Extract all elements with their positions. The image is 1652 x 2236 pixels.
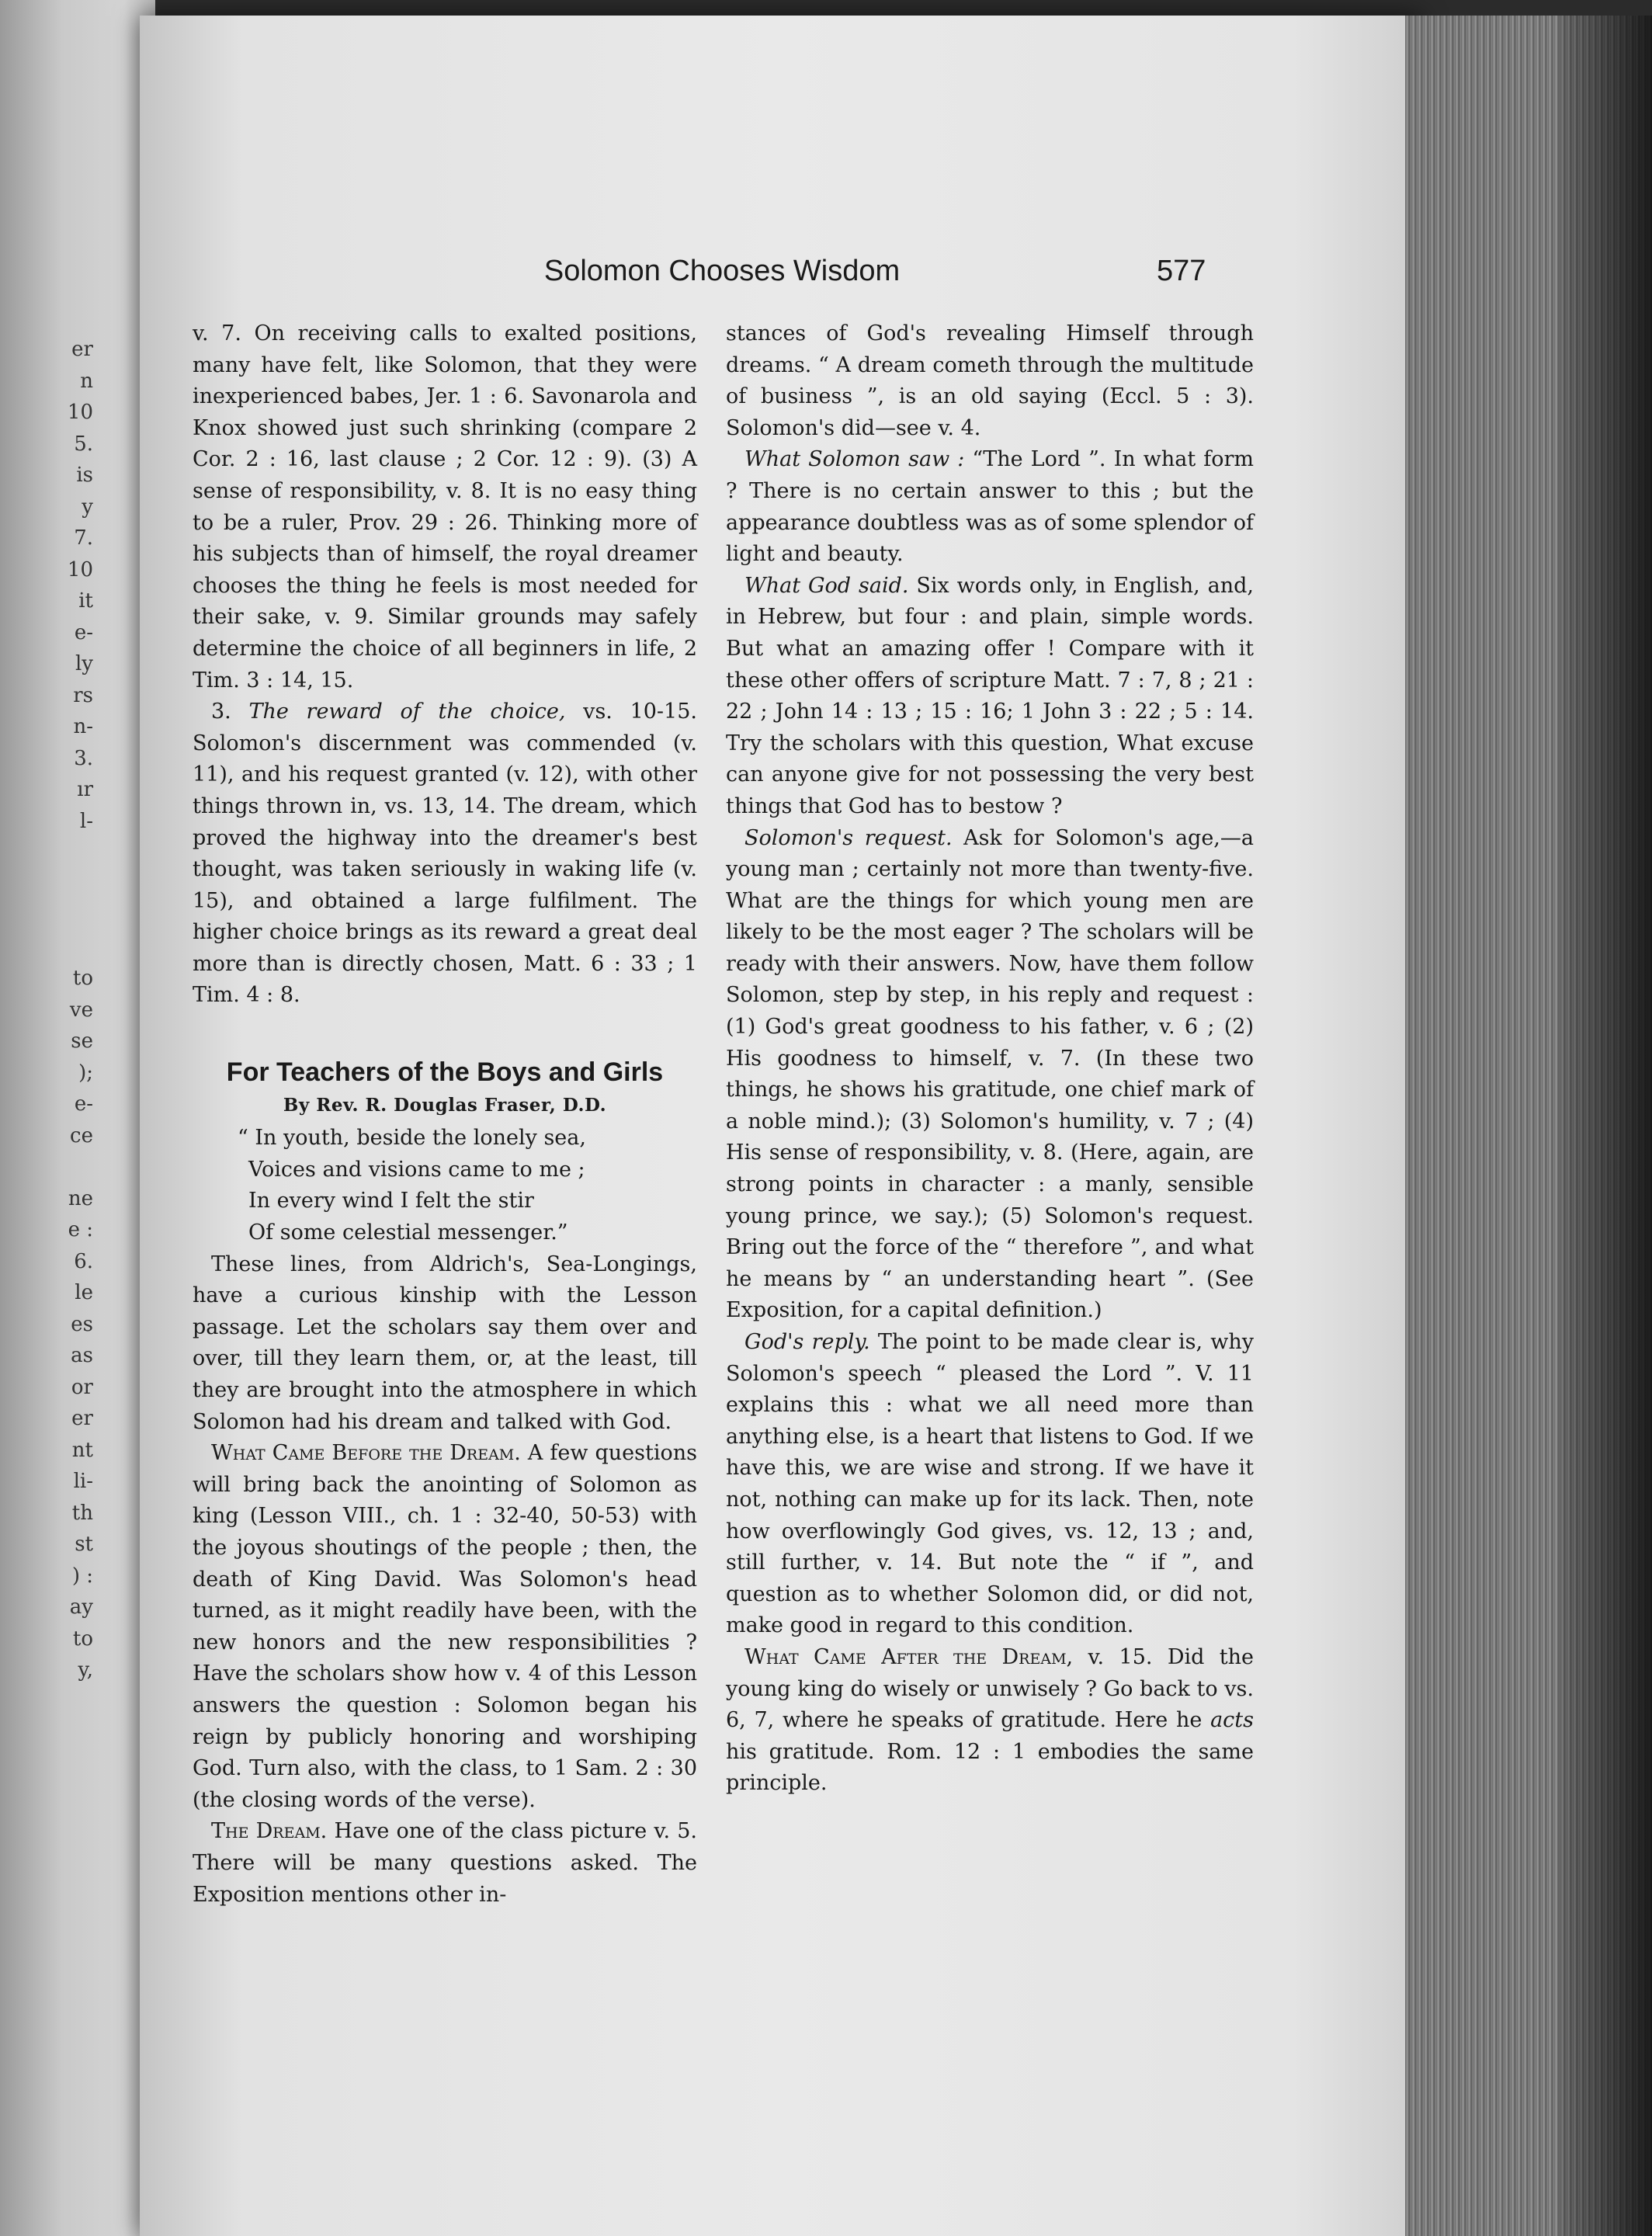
- previous-page-fragment: ay: [69, 1595, 93, 1619]
- previous-page-fragment: ) :: [71, 1564, 93, 1588]
- previous-page-fragment: );: [78, 1061, 93, 1085]
- paragraph-solomons-request: Solomon's request. Ask for Solomon's age,—a young man ; certainly not more than twenty-five. What are the things for which young men are likely to be the most eager ? The scholars will be ready with their answers. Now, have them follow Solomon, step by step, in his reply and request : (1) God's great goodness to his father, v. 6 ; (2) His goodness to himself, v. 7. (In these two things, he shows his gratitude, one chief mark of a noble mind.); (3) Solomon's humility, v. 7 ; (4) His sense of responsibility, v. 8. (Here, again, are strong points in character : a manly, sensible young prince, we say.); (5) Solomon's request. Bring out the force of the “ therefore ”, and what he means by “ an understanding heart ”. (See Exposition, for a capital definition.): [726, 825, 1254, 1323]
- page-block-edges: [1405, 16, 1652, 2236]
- previous-page-fragment: rs: [73, 683, 93, 707]
- previous-page-fragment: 6.: [74, 1249, 93, 1273]
- previous-page-fragment: er: [71, 1407, 93, 1430]
- previous-page-fragment: es: [71, 1312, 93, 1336]
- previous-page-fragment: e :: [68, 1218, 93, 1241]
- previous-page-fragment: n-: [73, 715, 93, 738]
- previous-page-fragment: er: [71, 338, 93, 361]
- previous-page-fragment: y,: [78, 1658, 93, 1682]
- paragraph-gods-reply: God's reply. The point to be made clear is, why Solomon's speech “ pleased the Lord ”. V. 11 explains this : what we all need more than anything else, is a heart that listens to God. If we have this, we are wise and strong. If we have it not, nothing can make up for its lack. Then, note how overflowingly God gives, vs. 12, 13 ; and, still further, v. 14. But note the “ if ”, and question as to whether Solomon did, or did not, make good in regard to this condition.: [726, 1330, 1254, 1638]
- byline: By Rev. R. Douglas Fraser, D.D.: [283, 1094, 607, 1116]
- previous-page-fragment: to: [72, 967, 93, 990]
- poem-line: “ In youth, beside the lonely sea,: [238, 1126, 586, 1151]
- previous-page-fragment: ne: [68, 1186, 93, 1210]
- paragraph-aldrich: These lines, from Aldrich's, Sea-Longings, have a curious kinship with the Lesson passage. Let the scholars say them over and over, till they learn them, or, at the least, till they are brought into the atmosphere in which Solomon had his dream and talked with God.: [193, 1252, 697, 1434]
- previous-page-fragment: le: [75, 1281, 93, 1304]
- previous-page-edge: [0, 0, 155, 2236]
- paragraph-what-god-said: What God said. Six words only, in English, and, in Hebrew, but four : and plain, simple words. But what an amazing offer ! Compare with it these other offers of scripture Matt. 7 : 7, 8 ; 21 : 22 ; John 14 : 13 ; 15 : 16; 1 John 3 : 22 ; 5 : 14. Try the scholars with this question, What excuse can anyone give for not possessing the very best things that God has to bestow ?: [726, 573, 1254, 818]
- previous-page-fragment: se: [71, 1029, 93, 1053]
- paragraph-continued: v. 7. On receiving calls to exalted positions, many have felt, like Solomon, that they were inexperienced babes, Jer. 1 : 6. Savonarola and Knox showed just such shrinking (compare 2 Cor. 2 : 16, last clause ; 2 Cor. 12 : 9). (3) A sense of responsibility, v. 8. It is no easy thing to be a ruler, Prov. 29 : 26. Thinking more of his subjects than of himself, the royal dreamer chooses the thing he feels is most needed for their sake, v. 9. Similar grounds may safely determine the choice of all beginners in life, 2 Tim. 3 : 14, 15.: [193, 321, 697, 693]
- paragraph-reward: 3. The reward of the choice, vs. 10-15. Solomon's discernment was commended (v. 11), and his request granted (v. 12), with other things thrown in, vs. 13, 14. The dream, which proved the highway into the dreamer's best thought, was taken seriously in waking life (v. 15), and obtained a large fulfilment. The higher choice brings as its reward a great deal more than is directly chosen, Matt. 6 : 33 ; 1 Tim. 4 : 8.: [193, 700, 697, 1008]
- previous-page-fragment: e-: [74, 620, 93, 644]
- section-heading: For Teachers of the Boys and Girls: [226, 1057, 664, 1088]
- previous-page-fragment: [0, 837, 93, 869]
- paragraph-the-dream: The Dream. Have one of the class picture v. 5. There will be many questions asked. The Exposition mentions other in-: [193, 1819, 697, 1907]
- previous-page-fragment: th: [71, 1501, 93, 1525]
- previous-page-fragment: 3.: [74, 746, 93, 770]
- previous-page-fragments: [0, 334, 93, 1686]
- poem-line: Voices and visions came to me ;: [248, 1157, 585, 1182]
- previous-page-fragment: n: [80, 369, 93, 393]
- previous-page-fragment: ce: [70, 1123, 93, 1148]
- left-column: [193, 318, 697, 1911]
- previous-page-fragment: 7.: [74, 526, 93, 550]
- previous-page-fragment: or: [71, 1375, 93, 1399]
- previous-page-fragment: is: [76, 464, 93, 487]
- poem-line: In every wind I felt the stir: [248, 1189, 534, 1213]
- paragraph-what-solomon-saw: What Solomon saw : “The Lord ”. In what form ? There is no certain answer to this ; but the appearance doubtless was as of some splendor of light and beauty.: [726, 447, 1254, 567]
- previous-page-fragment: li-: [73, 1470, 93, 1493]
- running-head: Solomon Chooses Wisdom: [543, 255, 901, 287]
- poem-line: Of some celestial messenger.”: [248, 1220, 568, 1245]
- previous-page-fragment: ve: [69, 998, 93, 1022]
- previous-page-fragment: [0, 1151, 93, 1183]
- previous-page-fragment: ly: [75, 652, 93, 675]
- previous-page-fragment: e-: [74, 1092, 93, 1116]
- previous-page-fragment: 5.: [74, 432, 93, 456]
- poem: [193, 1123, 697, 1248]
- previous-page-fragment: 10: [67, 557, 93, 582]
- previous-page-fragment: ır: [77, 778, 93, 801]
- previous-page-fragment: nt: [71, 1438, 93, 1462]
- previous-page-fragment: as: [71, 1344, 93, 1367]
- previous-page-fragment: y: [82, 495, 93, 519]
- paragraph-before-dream: What Came Before the Dream. A few questions will bring back the anointing of Solomon as king (Lesson VIII., ch. 1 : 32-40, 50-53) with the joyous shoutings of the people ; then, the death of King David. Was Solomon's head turned, as it might readily have been, with the new honors and the new responsibilities ? Have the scholars show how v. 4 of this Lesson answers the question : Solomon began his reign by publicly honoring and worshiping God. Turn also, with the class, to 1 Sam. 2 : 30 (the closing words of the verse).: [193, 1441, 697, 1812]
- previous-page-fragment: to: [72, 1627, 93, 1651]
- previous-page-fragment: l-: [79, 809, 93, 833]
- page-number: 577: [1157, 255, 1206, 287]
- previous-page-fragment: [0, 932, 93, 963]
- right-column: [726, 318, 1254, 1800]
- previous-page-fragment: 10: [67, 401, 93, 424]
- paragraph-after-dream: What Came After the Dream, v. 15. Did the young king do wisely or unwisely ? Go back to vs. 6, 7, where he speaks of gratitude. Here he acts his gratitude. Rom. 12 : 1 embodies the same principle.: [726, 1644, 1254, 1796]
- previous-page-fragment: st: [75, 1533, 93, 1556]
- paragraph-dreams: stances of God's revealing Himself through dreams. “ A dream cometh through the multitude of business ”, is an old saying (Eccl. 5 : 3). Solomon's did—see v. 4.: [726, 321, 1254, 440]
- previous-page-fragment: it: [78, 589, 93, 613]
- previous-page-fragment: [0, 869, 93, 901]
- previous-page-fragment: [0, 900, 93, 932]
